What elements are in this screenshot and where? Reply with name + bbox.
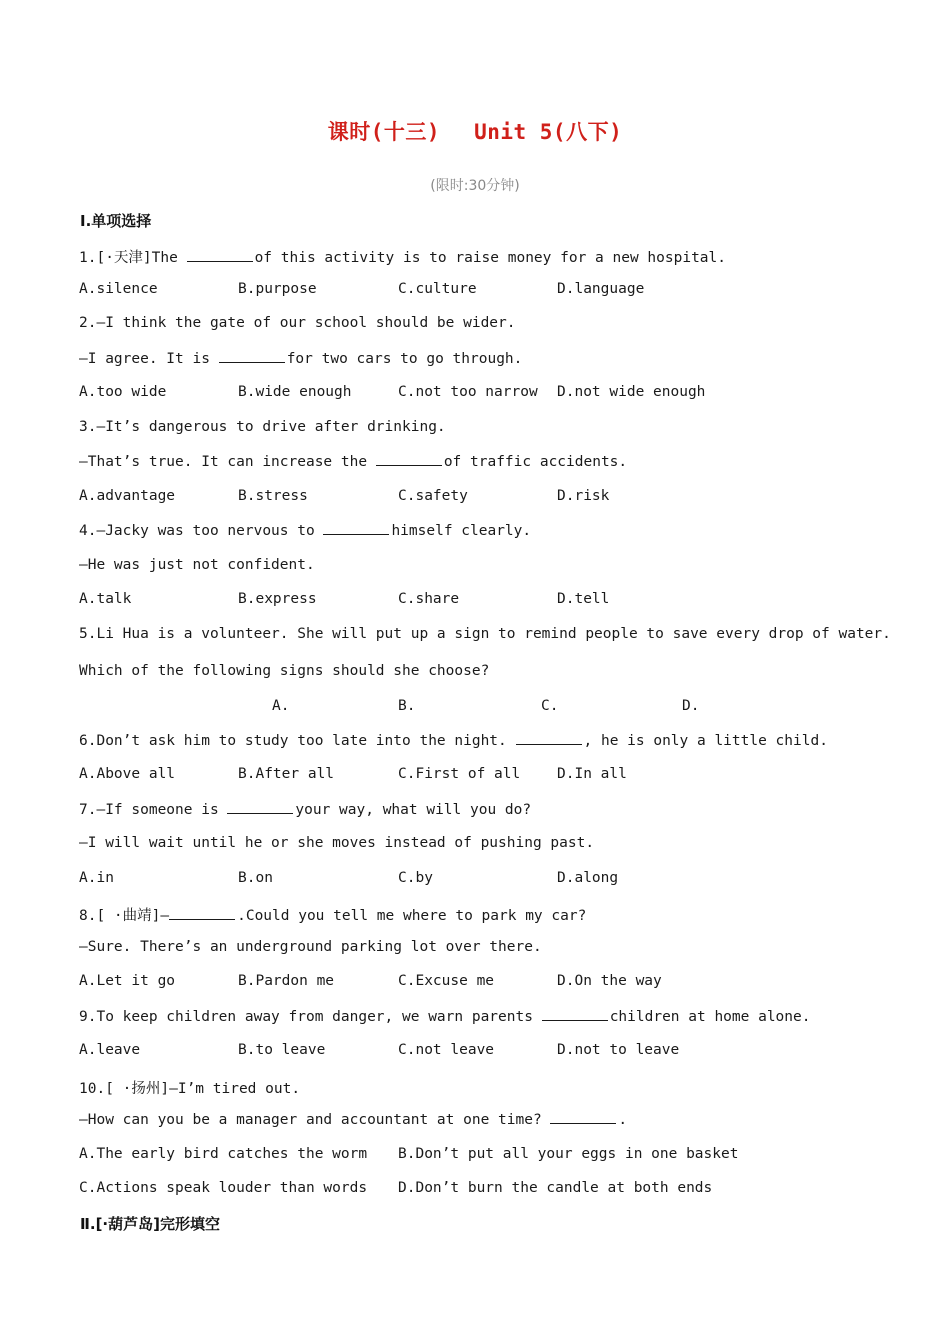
option-a: A.talk — [79, 591, 132, 607]
option-d: D.tell — [557, 591, 610, 607]
answer-blank — [227, 801, 293, 814]
option-b: B.purpose — [238, 281, 317, 297]
answer-blank — [187, 249, 253, 262]
option-c: C.by — [398, 870, 433, 886]
option-b: B.Don’t put all your eggs in one basket — [398, 1146, 739, 1162]
question-2-response: —I agree. It is for two cars to go through. — [79, 351, 523, 367]
unit-title: Unit 5(八下) — [474, 120, 623, 144]
option-d: D. — [682, 698, 700, 714]
question-3: 3.—It’s dangerous to drive after drinking. — [79, 419, 446, 435]
option-a: A.advantage — [79, 488, 176, 504]
question-10-response: —How can you be a manager and accountant at one time? . — [79, 1112, 628, 1128]
option-b: B.on — [238, 870, 273, 886]
time-limit: (限时:30分钟) — [430, 178, 520, 194]
option-c: C.not too narrow — [398, 384, 538, 400]
question-5: 5.Li Hua is a volunteer. She will put up a sign to remind people to save every drop of water. — [79, 626, 891, 642]
option-a: A.leave — [79, 1042, 141, 1058]
question-10: 10.[ ·扬州]—I’m tired out. — [79, 1081, 301, 1097]
question-9: 9.To keep children away from danger, we warn parents children at home alone. — [79, 1009, 811, 1025]
option-d: D.not wide enough — [557, 384, 706, 400]
option-b: B.wide enough — [238, 384, 352, 400]
option-c: C.Excuse me — [398, 973, 495, 989]
option-c: C.share — [398, 591, 460, 607]
option-d: D.In all — [557, 766, 627, 782]
option-d: D.risk — [557, 488, 610, 504]
question-7-response: —I will wait until he or she moves instead of pushing past. — [79, 835, 595, 851]
question-6: 6.Don’t ask him to study too late into the night. , he is only a little child. — [79, 733, 828, 749]
option-c: C.Actions speak louder than words — [79, 1180, 368, 1196]
option-d: D.language — [557, 281, 645, 297]
question-8: 8.[ ·曲靖]— .Could you tell me where to park my car? — [79, 908, 587, 924]
option-b: B. — [398, 698, 416, 714]
option-a: A.Above all — [79, 766, 176, 782]
option-a: A.Let it go — [79, 973, 176, 989]
question-4: 4.—Jacky was too nervous to himself clearly. — [79, 523, 532, 539]
question-4-response: —He was just not confident. — [79, 557, 315, 573]
question-1: 1.[·天津]The of this activity is to raise money for a new hospital. — [79, 250, 726, 266]
option-a: A.silence — [79, 281, 158, 297]
option-a: A.too wide — [79, 384, 167, 400]
option-b: B.express — [238, 591, 317, 607]
option-c: C.not leave — [398, 1042, 495, 1058]
option-c: C.culture — [398, 281, 477, 297]
answer-blank — [376, 453, 442, 466]
option-a: A.in — [79, 870, 114, 886]
lesson-title: 课时(十三) — [327, 120, 441, 144]
question-2: 2.—I think the gate of our school should be wider. — [79, 315, 516, 331]
option-d: D.along — [557, 870, 619, 886]
page-title — [0, 116, 950, 146]
option-b: B.to leave — [238, 1042, 326, 1058]
answer-blank — [542, 1008, 608, 1021]
option-a: A. — [272, 698, 290, 714]
option-d: D.On the way — [557, 973, 662, 989]
option-a: A.The early bird catches the worm — [79, 1146, 368, 1162]
option-c: C.First of all — [398, 766, 521, 782]
question-5-prompt: Which of the following signs should she choose? — [79, 663, 490, 679]
question-8-response: —Sure. There’s an underground parking lot over there. — [79, 939, 542, 955]
option-b: B.Pardon me — [238, 973, 335, 989]
section-heading-multiple-choice: Ⅰ.单项选择 — [80, 212, 152, 230]
question-3-response: —That’s true. It can increase the of traffic accidents. — [79, 454, 628, 470]
question-7: 7.—If someone is your way, what will you do? — [79, 802, 532, 818]
answer-blank — [550, 1111, 616, 1124]
section-heading-cloze: Ⅱ.[·葫芦岛]完形填空 — [80, 1215, 220, 1233]
answer-blank — [169, 907, 235, 920]
option-d: D.not to leave — [557, 1042, 680, 1058]
option-c: C.safety — [398, 488, 468, 504]
answer-blank — [516, 732, 582, 745]
option-b: B.stress — [238, 488, 308, 504]
answer-blank — [219, 350, 285, 363]
answer-blank — [323, 522, 389, 535]
option-b: B.After all — [238, 766, 335, 782]
option-d: D.Don’t burn the candle at both ends — [398, 1180, 713, 1196]
option-c: C. — [541, 698, 559, 714]
